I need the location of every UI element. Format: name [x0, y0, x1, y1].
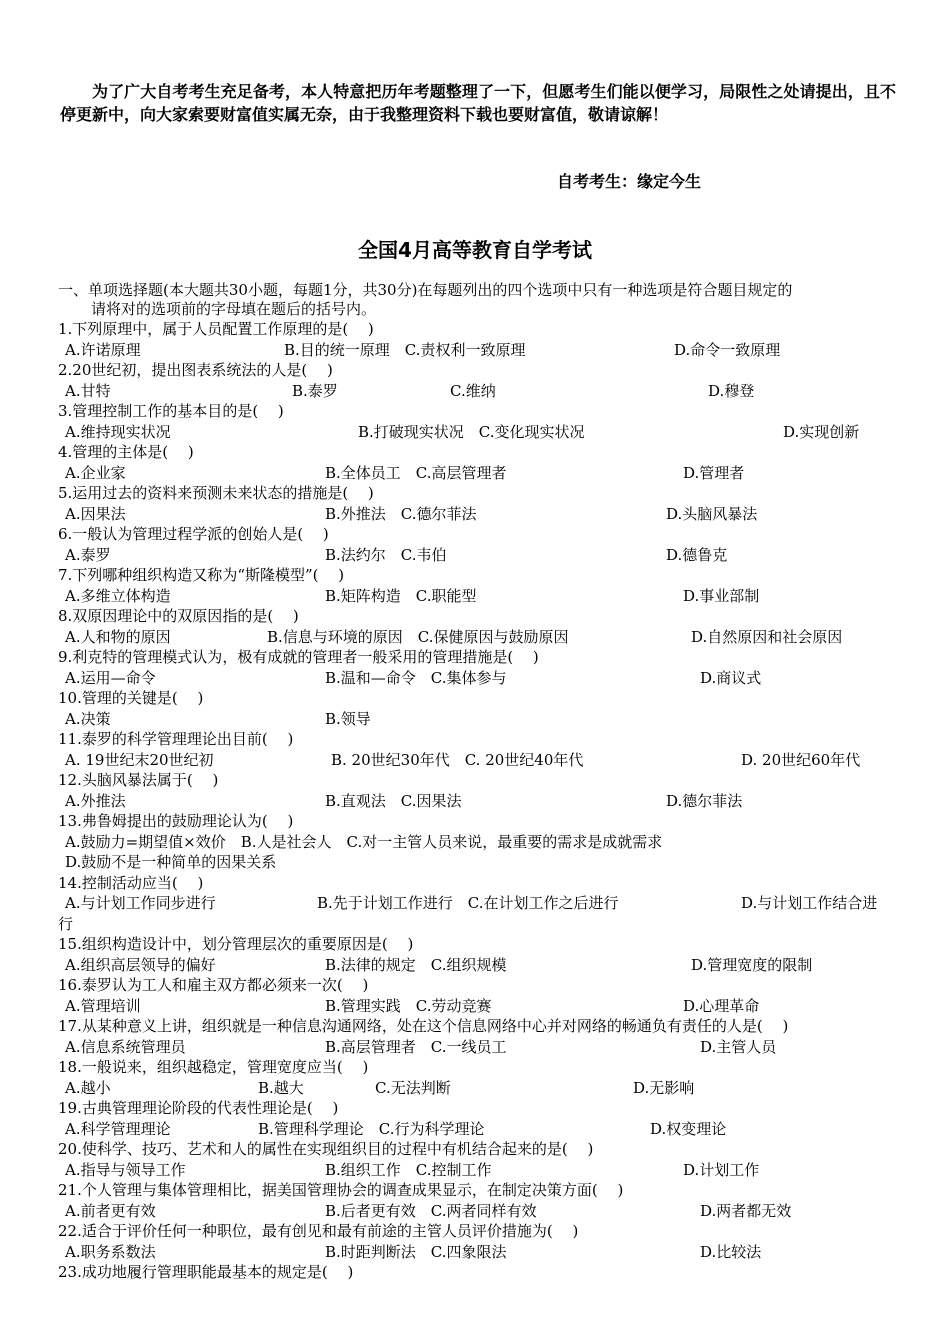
option-a: A.前者更有效	[65, 1201, 156, 1220]
option-a: A.鼓励力=期望值×效价 B.人是社会人 C.对一主管人员来说，最重要的需求是成就需求	[65, 832, 663, 851]
question-stem: 18.一般说来，组织越稳定，管理宽度应当( )	[58, 1058, 369, 1076]
option-a: A.管理培训	[65, 996, 141, 1015]
option-continuation: 行	[58, 914, 74, 933]
question-options	[58, 627, 898, 648]
question-stem: 17.从某种意义上讲，组织就是一种信息沟通网络，处在这个信息网络中心并对网络的畅通负有责任的人是( )	[58, 1017, 789, 1035]
option-b: B.泰罗	[292, 381, 338, 400]
question-options	[58, 586, 898, 607]
question-stem: 8.双原因理论中的双原因指的是( )	[58, 607, 299, 625]
section-heading-line-2: 请将对的选项前的字母填在题后的括号内。	[91, 300, 377, 318]
option-b: B.温和—命令 C.集体参与	[325, 668, 507, 687]
question-options	[58, 750, 898, 771]
question-stem: 21.个人管理与集体管理相比，据美国管理协会的调查成果显示，在制定决策方面( )	[58, 1181, 624, 1199]
option-a: A.企业家	[65, 463, 126, 482]
question-stem: 9.利克特的管理模式认为，极有成就的管理者一般采用的管理措施是( )	[58, 648, 539, 666]
option-d: D.德鲁克	[666, 545, 728, 564]
option-d: D. 20世纪60年代	[741, 750, 861, 769]
option-a: A.许诺原理	[65, 340, 141, 359]
question-stem: 13.弗鲁姆提出的鼓励理论认为( )	[58, 812, 294, 830]
question-list	[58, 319, 898, 1283]
question-options	[58, 422, 898, 443]
option-c: C.维纳	[450, 381, 496, 400]
option-d: D.自然原因和社会原因	[691, 627, 843, 646]
intro-paragraph: 为了广大自考考生充足备考，本人特意把历年考题整理了一下，但愿考生们能以便学习，局限性之处请提出，且不停更新中，向大家索要财富值实属无奈，由于我整理资料下载也要财富值，敬请谅解！	[60, 82, 896, 124]
option-b: B.组织工作 C.控制工作	[325, 1160, 492, 1179]
question-stem: 12.头脑风暴法属于( )	[58, 771, 219, 789]
question-stem: 19.古典管理理论阶段的代表性理论是( )	[58, 1099, 339, 1117]
option-a: A.决策	[65, 709, 111, 728]
question-options	[58, 1037, 898, 1058]
option-b: B.管理实践 C.劳动竞赛	[325, 996, 492, 1015]
question-options	[58, 1078, 898, 1099]
option-d: D.比较法	[700, 1242, 762, 1261]
question-stem: 16.泰罗认为工人和雇主双方都必须来一次( )	[58, 976, 369, 994]
question-options	[58, 893, 898, 914]
question-options	[58, 852, 898, 873]
option-b: B.直观法 C.因果法	[325, 791, 462, 810]
option-b: B.高层管理者 C.一线员工	[325, 1037, 507, 1056]
question-stem: 14.控制活动应当( )	[58, 873, 204, 892]
option-b: B.目的统一原理 C.责权利一致原理	[284, 340, 526, 359]
option-d: D.事业部制	[683, 586, 760, 605]
option-b: B.矩阵构造 C.职能型	[325, 586, 477, 605]
question-stem: 4.管理的主体是( )	[58, 443, 194, 461]
question-options	[58, 791, 898, 812]
option-b: B.后者更有效 C.两者同样有效	[325, 1201, 537, 1220]
option-d: D.管理者	[683, 463, 745, 482]
section-heading-line-1: 一、单项选择题(本大题共30小题，每题1分，共30分)在每题列出的四个选项中只有一种选项是符合题目规定的	[58, 281, 793, 299]
option-b: B.先于计划工作进行 C.在计划工作之后进行	[317, 894, 619, 912]
option-d: D.头脑风暴法	[666, 504, 758, 523]
option-b: B.法约尔 C.韦伯	[325, 545, 447, 564]
question-options	[58, 668, 898, 689]
option-d: D.两者都无效	[700, 1201, 792, 1220]
option-b: B.全体员工 C.高层管理者	[325, 463, 507, 482]
section-heading	[58, 281, 898, 319]
option-d: D.权变理论	[650, 1119, 727, 1138]
option-a: A.指导与领导工作	[65, 1160, 186, 1179]
question-stem: 11.泰罗的科学管理理论出目前( )	[58, 730, 294, 748]
question-stem: 7.下列哪种组织构造又称为“斯隆模型”( )	[58, 566, 345, 584]
question-stem: 2.20世纪初，提出图表系统法的人是( )	[58, 361, 333, 379]
question-options	[58, 1201, 898, 1222]
option-a: A. 19世纪末20世纪初	[65, 750, 214, 769]
option-a: A.信息系统管理员	[65, 1037, 186, 1056]
option-b: B.领导	[325, 709, 371, 728]
question-stem: 15.组织构造设计中，划分管理层次的重要原因是( )	[58, 935, 414, 953]
question-options	[58, 1160, 898, 1181]
option-b: B.法律的规定 C.组织规模	[325, 955, 507, 974]
option-a: A.运用—命令	[65, 668, 156, 687]
option-d: D.与计划工作结合进	[741, 894, 878, 912]
question-stem: 5.运用过去的资料来预测未来状态的措施是( )	[58, 484, 374, 502]
question-stem: 6.一般认为管理过程学派的创始人是( )	[58, 525, 329, 543]
question-options	[58, 832, 898, 853]
option-a: A.外推法	[65, 791, 126, 810]
option-b: B.信息与环境的原因 C.保健原因与鼓励原因	[267, 627, 569, 646]
option-a: A.组织高层领导的偏好	[65, 955, 216, 974]
option-d: D.商议式	[700, 668, 762, 687]
option-d: D.鼓励不是一种简单的因果关系	[65, 853, 277, 871]
option-a: A.多维立体构造	[65, 586, 171, 605]
option-a: A.因果法	[65, 504, 126, 523]
question-stem: 23.成功地履行管理职能最基本的规定是( )	[58, 1263, 354, 1281]
question-options	[58, 381, 898, 402]
option-a: A.维持现实状况	[65, 422, 171, 441]
option-a: A.与计划工作同步进行	[65, 894, 216, 912]
option-a: A.科学管理理论	[65, 1119, 171, 1138]
question-options	[58, 1119, 898, 1140]
option-d: D.无影响	[633, 1078, 695, 1097]
option-d: D.心理革命	[683, 996, 760, 1015]
option-b: B.管理科学理论 C.行为科学理论	[258, 1119, 485, 1138]
option-d: D.计划工作	[683, 1160, 760, 1179]
question-options	[58, 463, 898, 484]
option-a: A.甘特	[65, 381, 111, 400]
option-a: A.越小	[65, 1078, 111, 1097]
option-b: B.打破现实状况 C.变化现实状况	[358, 422, 585, 441]
option-b: B.外推法 C.德尔菲法	[325, 504, 477, 523]
option-d: D.命令一致原理	[674, 340, 781, 359]
question-options	[58, 504, 898, 525]
option-c: C.无法判断	[375, 1078, 451, 1097]
question-stem: 3.管理控制工作的基本目的是( )	[58, 402, 284, 420]
question-stem: 20.使科学、技巧、艺术和人的属性在实现组织目的过程中有机结合起来的是( )	[58, 1140, 594, 1158]
option-d: D.实现创新	[783, 422, 860, 441]
exam-title: 全国4月高等教育自学考试	[358, 238, 592, 262]
option-d: D.主管人员	[700, 1037, 777, 1056]
option-d: D.管理宽度的限制	[691, 955, 813, 974]
option-d: D.穆登	[708, 381, 755, 400]
question-options	[58, 709, 898, 730]
option-a: A.人和物的原因	[65, 627, 171, 646]
question-stem: 1.下列原理中，属于人员配置工作原理的是( )	[58, 320, 374, 338]
option-d: D.德尔菲法	[666, 791, 743, 810]
question-stem: 22.适合于评价任何一种职位，最有创见和最有前途的主管人员评价措施为( )	[58, 1222, 579, 1240]
option-b: B. 20世纪30年代 C. 20世纪40年代	[331, 750, 584, 769]
question-options	[58, 545, 898, 566]
option-b: B.越大	[258, 1078, 304, 1097]
option-a: A.泰罗	[65, 545, 111, 564]
question-options	[58, 340, 898, 361]
question-stem: 10.管理的关键是( )	[58, 689, 204, 707]
question-options	[58, 1242, 898, 1263]
option-a: A.职务系数法	[65, 1242, 156, 1261]
question-options	[58, 955, 898, 976]
signature: 自考考生：缘定今生	[557, 172, 702, 191]
option-b: B.时距判断法 C.四象限法	[325, 1242, 507, 1261]
question-options	[58, 996, 898, 1017]
